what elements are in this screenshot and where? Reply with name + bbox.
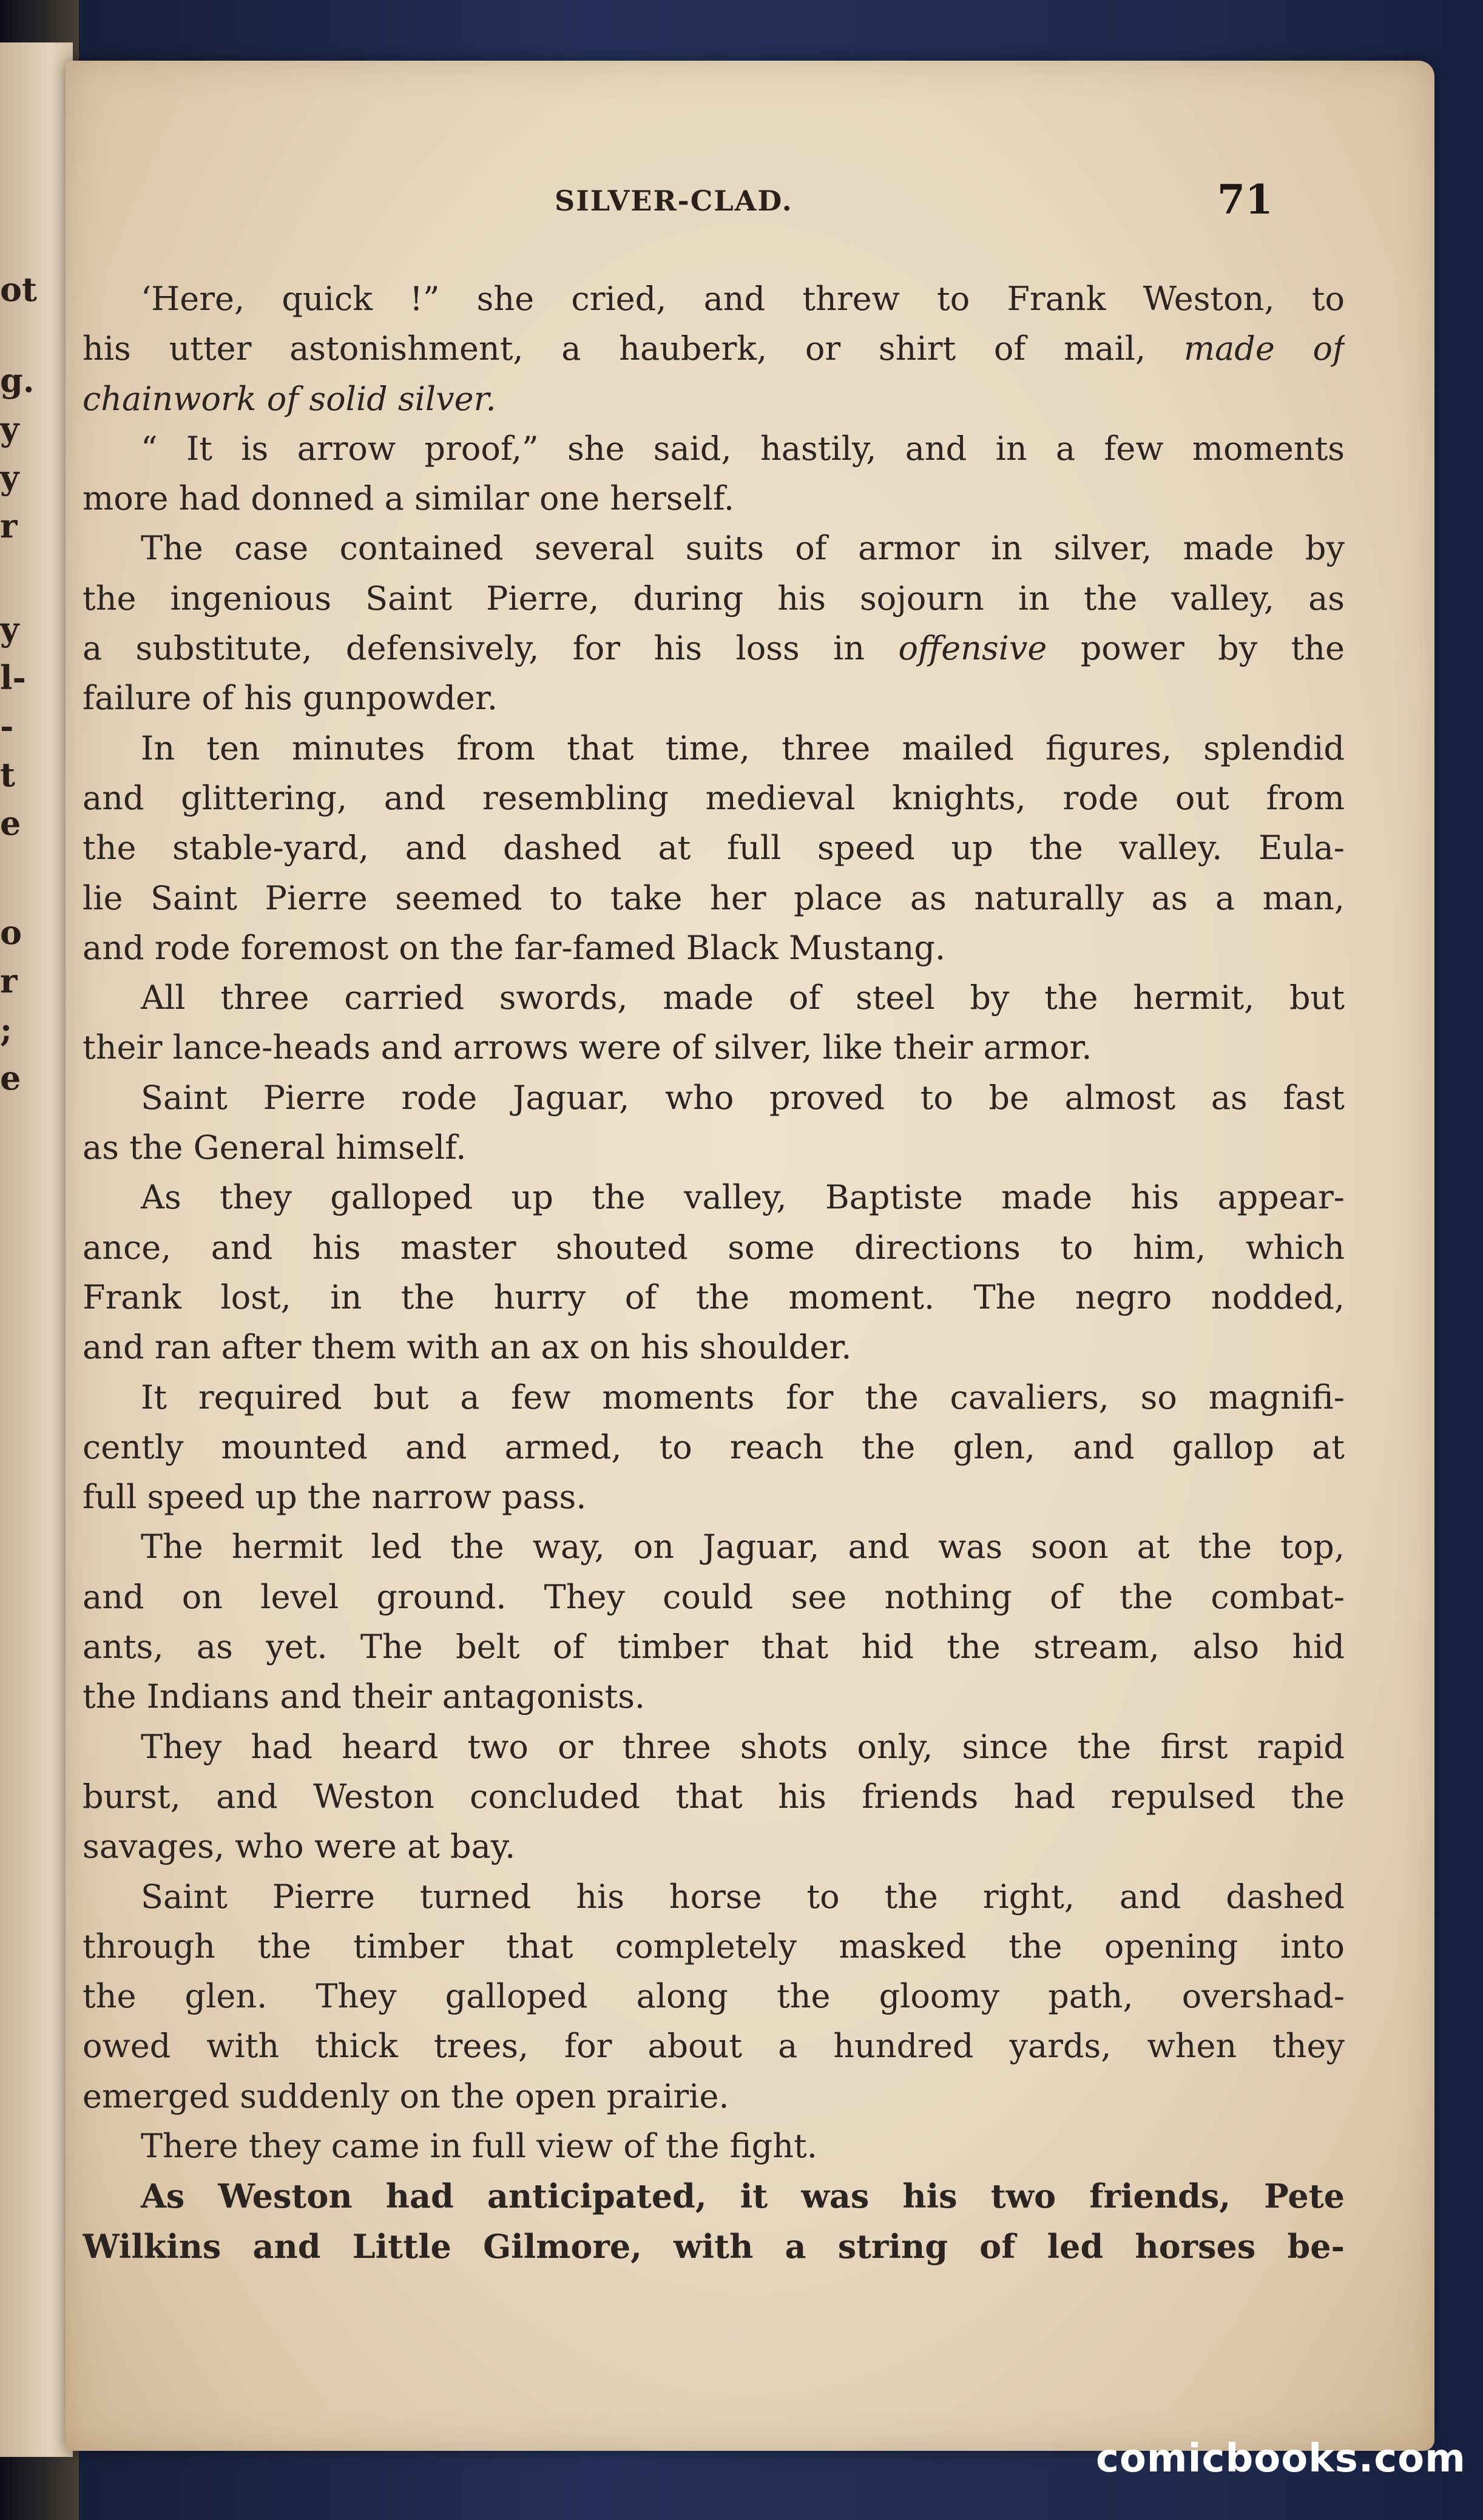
text-line bbox=[83, 1772, 1345, 1822]
text-segment: lie Saint Pierre seemed to take her place as naturally as a man, bbox=[83, 878, 1345, 917]
text-line bbox=[83, 1173, 1345, 1222]
text-segment: “ It is arrow proof,” she said, hastily, and in a few moments bbox=[141, 429, 1345, 468]
text-line bbox=[83, 724, 1345, 773]
text-segment: through the timber that completely masked the opening into bbox=[83, 1927, 1345, 1966]
text-line bbox=[83, 1972, 1345, 2021]
text-segment: emerged suddenly on the open prairie. bbox=[83, 2077, 729, 2115]
text-segment: ance, and his master shouted some directions to him, which bbox=[83, 1228, 1345, 1267]
facing-page-fragment: o bbox=[0, 913, 22, 952]
text-line bbox=[83, 1672, 1345, 1722]
page-number: 71 bbox=[1217, 176, 1273, 223]
text-segment: and rode foremost on the far-famed Black Mustang. bbox=[83, 928, 946, 967]
facing-page-fragment: t bbox=[0, 755, 15, 794]
text-segment: Frank lost, in the hurry of the moment. The negro nodded, bbox=[83, 1278, 1345, 1316]
text-line bbox=[83, 1423, 1345, 1472]
facing-page-edge bbox=[0, 42, 73, 2457]
text-line bbox=[83, 1373, 1345, 1423]
text-line bbox=[83, 1722, 1345, 1772]
facing-page-fragment: e bbox=[0, 804, 21, 843]
text-line bbox=[83, 1572, 1345, 1622]
text-line bbox=[83, 923, 1345, 973]
text-segment: a substitute, defensively, for his loss in bbox=[83, 629, 899, 668]
text-segment: full speed up the narrow pass. bbox=[83, 1478, 587, 1517]
text-line bbox=[83, 874, 1345, 923]
text-line bbox=[83, 474, 1345, 524]
watermark: comicbooks.com bbox=[1096, 2436, 1466, 2481]
text-line bbox=[83, 1223, 1345, 1273]
text-line bbox=[83, 2121, 1345, 2171]
running-head: SILVER-CLAD. bbox=[555, 184, 793, 217]
text-line bbox=[83, 2171, 1345, 2221]
text-segment: burst, and Weston concluded that his friends had repulsed the bbox=[83, 1777, 1345, 1816]
text-line bbox=[83, 274, 1345, 324]
italic-text-segment: made of bbox=[1183, 329, 1345, 368]
text-segment: All three carried swords, made of steel by the hermit, but bbox=[141, 979, 1345, 1017]
page-header bbox=[66, 176, 1434, 231]
text-line bbox=[83, 2021, 1345, 2071]
text-line bbox=[83, 1622, 1345, 1672]
text-segment: and ran after them with an ax on his shoulder. bbox=[83, 1328, 852, 1367]
facing-page-fragment: g. bbox=[0, 361, 35, 400]
text-segment: The case contained several suits of armor in silver, made by bbox=[141, 529, 1345, 568]
text-segment: Saint Pierre turned his horse to the right, and dashed bbox=[141, 1877, 1345, 1916]
text-segment: their lance-heads and arrows were of silver, like their armor. bbox=[83, 1028, 1092, 1067]
text-segment: the stable-yard, and dashed at full speed up the valley. Eula- bbox=[83, 829, 1345, 868]
text-segment: ants, as yet. The belt of timber that hid the stream, also hid bbox=[83, 1628, 1345, 1666]
facing-page-fragment: l- bbox=[0, 658, 26, 697]
text-line bbox=[83, 624, 1345, 673]
facing-page-fragment: r bbox=[0, 507, 18, 545]
text-segment: As Weston had anticipated, it was his two friends, Pete bbox=[141, 2177, 1345, 2216]
text-segment: In ten minutes from that time, three mailed figures, splendid bbox=[141, 729, 1345, 767]
facing-page-fragment: y bbox=[0, 610, 19, 649]
text-segment: The hermit led the way, on Jaguar, and was soon at the top, bbox=[141, 1528, 1345, 1566]
text-segment: savages, who were at bay. bbox=[83, 1827, 516, 1866]
text-line bbox=[83, 1822, 1345, 1871]
text-line bbox=[83, 374, 1345, 424]
text-segment: failure of his gunpowder. bbox=[83, 679, 498, 718]
text-line bbox=[83, 2072, 1345, 2121]
book-page bbox=[66, 61, 1434, 2451]
text-segment: Wilkins and Little Gilmore, with a string of led horses be- bbox=[83, 2226, 1345, 2266]
text-line bbox=[83, 524, 1345, 573]
text-segment: As they galloped up the valley, Baptiste made his appear- bbox=[141, 1178, 1345, 1217]
italic-text-segment: offensive bbox=[898, 629, 1047, 668]
italic-text-segment: chainwork of solid silver. bbox=[83, 379, 496, 418]
facing-page-fragment: y bbox=[0, 458, 19, 497]
facing-page-fragment: y bbox=[0, 409, 19, 448]
text-segment: There they came in full view of the fight. bbox=[141, 2126, 817, 2165]
text-line bbox=[83, 1872, 1345, 1922]
text-line bbox=[83, 1922, 1345, 1972]
text-line bbox=[83, 424, 1345, 474]
text-line bbox=[83, 773, 1345, 823]
text-line bbox=[83, 1522, 1345, 1572]
text-segment: It required but a few moments for the cavaliers, so magnifi- bbox=[141, 1378, 1345, 1417]
facing-page-fragment: e bbox=[0, 1059, 21, 1097]
text-segment: as the General himself. bbox=[83, 1128, 467, 1167]
text-line bbox=[83, 1023, 1345, 1073]
text-segment: and on level ground. They could see nothing of the combat- bbox=[83, 1577, 1345, 1616]
text-segment: ‘Here, quick !” she cried, and threw to Frank Weston, to bbox=[141, 280, 1345, 318]
text-line bbox=[83, 1073, 1345, 1123]
text-line bbox=[83, 823, 1345, 873]
text-segment: cently mounted and armed, to reach the glen, and gallop at bbox=[83, 1427, 1345, 1466]
facing-page-fragment: - bbox=[0, 707, 14, 746]
text-segment: the glen. They galloped along the gloomy path, overshad- bbox=[83, 1977, 1345, 2016]
facing-page-fragment: ; bbox=[0, 1010, 12, 1049]
text-segment: They had heard two or three shots only, since the first rapid bbox=[141, 1727, 1345, 1766]
facing-page-fragment: ot bbox=[0, 270, 37, 309]
page-body-text bbox=[83, 274, 1345, 2271]
text-segment: his utter astonishment, a hauberk, or shirt of mail, bbox=[83, 329, 1184, 368]
text-line bbox=[83, 1322, 1345, 1372]
text-segment: and glittering, and resembling medieval knights, rode out from bbox=[83, 778, 1345, 817]
text-segment: power by the bbox=[1047, 629, 1345, 668]
text-line bbox=[83, 673, 1345, 723]
text-line bbox=[83, 1472, 1345, 1522]
text-line bbox=[83, 1123, 1345, 1173]
text-segment: Saint Pierre rode Jaguar, who proved to be almost as fast bbox=[141, 1078, 1345, 1117]
facing-page-fragment: r bbox=[0, 962, 18, 1000]
text-line bbox=[83, 1273, 1345, 1322]
text-segment: owed with thick trees, for about a hundred yards, when they bbox=[83, 2027, 1345, 2066]
text-line bbox=[83, 2222, 1345, 2271]
text-segment: more had donned a similar one herself. bbox=[83, 479, 735, 518]
text-line bbox=[83, 324, 1345, 374]
text-line bbox=[83, 574, 1345, 624]
text-segment: the Indians and their antagonists. bbox=[83, 1677, 646, 1716]
text-segment: the ingenious Saint Pierre, during his sojourn in the valley, as bbox=[83, 579, 1345, 618]
text-line bbox=[83, 973, 1345, 1023]
